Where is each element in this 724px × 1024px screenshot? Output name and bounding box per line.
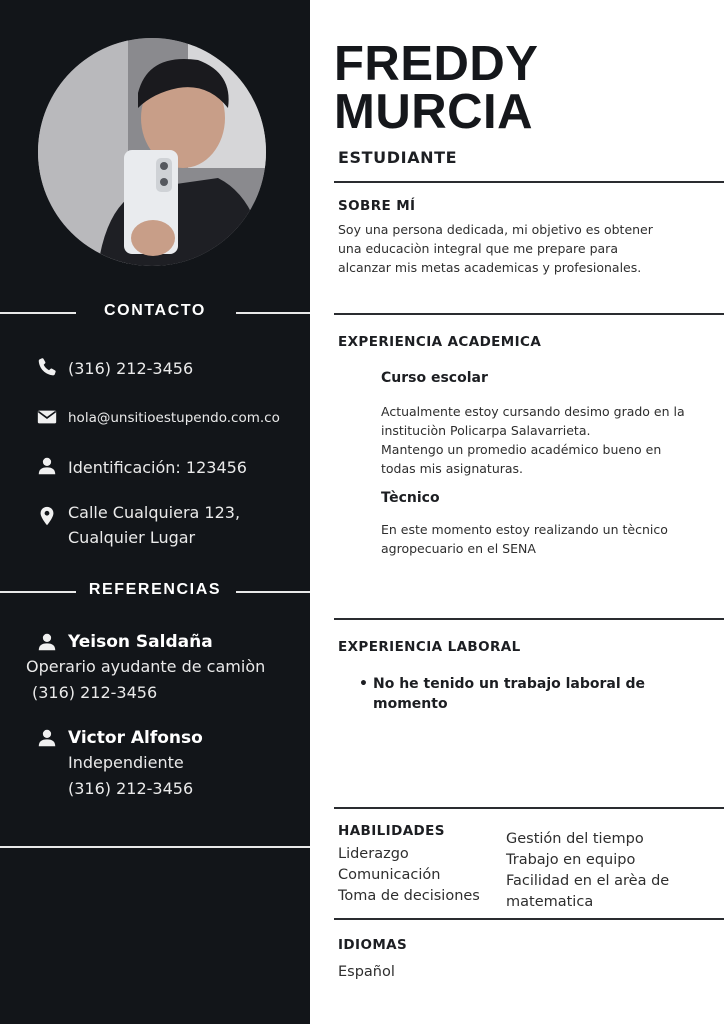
academic-title: EXPERIENCIA ACADEMICA — [338, 334, 542, 350]
academic-line: En este momento estoy realizando un tècnico — [381, 522, 668, 537]
references-title: REFERENCIAS — [88, 581, 222, 598]
contact-phone — [36, 356, 193, 381]
sidebar-divider — [0, 846, 310, 848]
academic-item-title: Tècnico — [381, 490, 440, 506]
user-icon — [36, 631, 58, 653]
reference-position: Operario ayudante de camiòn — [26, 657, 266, 676]
skills-column-1 — [338, 844, 480, 907]
skill-item: Liderazgo — [338, 846, 409, 862]
about-line: una educaciòn integral que me prepare para — [338, 241, 618, 256]
about-text — [338, 220, 708, 277]
address-line-1: Calle Cualquiera 123, — [68, 503, 241, 522]
user-icon — [36, 455, 58, 477]
work-bullet — [359, 674, 649, 714]
reference-name: Victor Alfonso — [68, 728, 203, 748]
phone-icon — [36, 356, 58, 378]
languages-title: IDIOMAS — [338, 937, 408, 953]
divider — [334, 918, 724, 920]
language-item: Español — [338, 964, 395, 980]
references-heading — [0, 581, 310, 603]
reference-position: Independiente — [68, 753, 184, 772]
about-line: alcanzar mis metas academicas y profesionales. — [338, 260, 642, 275]
main-content — [310, 0, 724, 1024]
academic-item-text — [381, 520, 711, 558]
contact-email — [36, 406, 280, 431]
divider — [334, 807, 724, 809]
user-icon — [36, 727, 58, 749]
bullet-dot: • — [359, 676, 368, 692]
reference-phone: (316) 212-3456 — [68, 779, 194, 798]
skill-item: Toma de decisiones — [338, 888, 480, 904]
skill-item: Trabajo en equipo — [506, 852, 636, 868]
first-name: FREDDY — [334, 37, 539, 91]
reference-item — [36, 727, 203, 802]
divider — [334, 313, 724, 315]
role-title: ESTUDIANTE — [338, 148, 458, 167]
email-text: hola@unsitioestupendo.com.co — [68, 410, 280, 426]
academic-line: agropecuario en el SENA — [381, 541, 536, 556]
academic-item-text — [381, 402, 711, 478]
contact-id — [36, 455, 247, 480]
skill-item: Facilidad en el arèa de — [506, 873, 670, 889]
work-bullet-line: momento — [373, 696, 448, 712]
skills-column-2 — [506, 829, 669, 913]
contact-address — [36, 500, 240, 550]
phone-text: (316) 212-3456 — [68, 359, 194, 378]
academic-line: Mantengo un promedio académico bueno en — [381, 442, 662, 457]
academic-line: todas mis asignaturas. — [381, 461, 524, 476]
divider — [334, 181, 724, 183]
about-title: SOBRE MÍ — [338, 198, 416, 214]
full-name — [334, 37, 539, 139]
mail-icon — [36, 406, 58, 428]
about-line: Soy una persona dedicada, mi objetivo es obtener — [338, 222, 653, 237]
skill-item: matematica — [506, 894, 594, 910]
sidebar — [0, 0, 310, 1024]
divider — [334, 618, 724, 620]
last-name: MURCIA — [334, 85, 533, 139]
reference-name: Yeison Saldaña — [68, 632, 213, 652]
academic-line: instituciòn Policarpa Salavarrieta. — [381, 423, 591, 438]
skill-item: Gestión del tiempo — [506, 831, 644, 847]
reference-phone: (316) 212-3456 — [32, 683, 158, 702]
academic-line: Actualmente estoy cursando desimo grado en la — [381, 404, 685, 419]
skill-item: Comunicación — [338, 867, 441, 883]
contact-title: CONTACTO — [104, 302, 206, 319]
work-title: EXPERIENCIA LABORAL — [338, 639, 521, 655]
contact-heading — [0, 302, 310, 324]
work-bullet-line: No he tenido un trabajo laboral de — [373, 676, 646, 692]
profile-photo — [38, 38, 266, 266]
skills-title: HABILIDADES — [338, 823, 445, 839]
reference-item — [26, 631, 266, 706]
academic-item-title: Curso escolar — [381, 370, 488, 386]
id-text: Identificación: 123456 — [68, 458, 247, 477]
address-line-2: Cualquier Lugar — [68, 528, 196, 547]
location-icon — [36, 505, 58, 527]
